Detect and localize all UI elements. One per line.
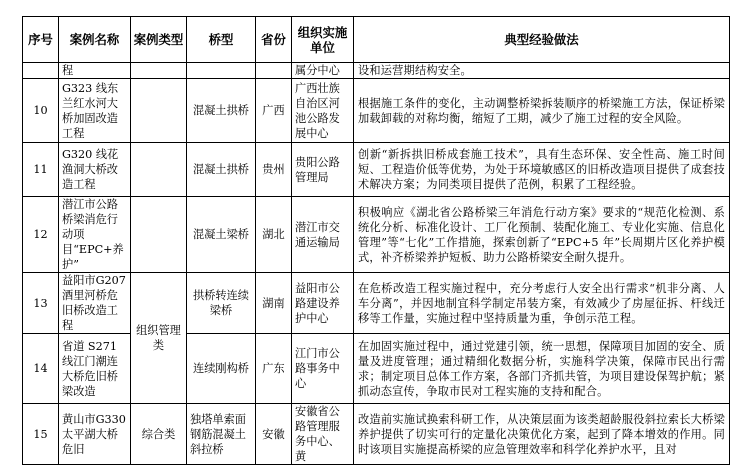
cell-no: 10 [23,79,59,143]
cell-bridge-type: 独塔单索面钢筋混凝土斜拉桥 [187,404,256,465]
table-row [23,63,730,79]
table-row [23,197,730,273]
cell-bridge-type: 混凝土拱桥 [187,79,256,143]
cell-org: 江门市公路事务中心 [292,334,354,404]
table-row [23,273,730,334]
cell-no: 11 [23,143,59,197]
header-province: 省份 [256,17,292,63]
cell-experience: 在加固实施过程中，通过党建引领，统一思想，保障项目加固的安全、质量及进度管理；通过精细化数据分析，实施科学决策，保障市民出行需求；制定项目总体工作方案，各部门齐抓共管，为项目建设保驾护航；紧抓动态宣传，争取市民对工程实施的支持和配合。 [354,334,730,404]
cell-province [256,63,292,79]
cell-case-type [131,79,187,143]
cell-org: 广西壮族自治区河池公路发展中心 [292,79,354,143]
cell-org: 益阳市公路建设养护中心 [292,273,354,334]
cell-province: 广东 [256,334,292,404]
cell-bridge-type: 连续刚构桥 [187,334,256,404]
header-bridge-type: 桥型 [187,17,256,63]
cell-experience: 在危桥改造工程实施过程中，充分考虑行人安全出行需求“机非分离、人车分离”，并因地制宜科学制定吊装方案，有效减少了房屋征拆、杆线迁移等工作量，实施过程中坚持质量为重，争创示范工程。 [354,273,730,334]
cell-org: 安徽省公路管理服务中心、黄 [292,404,354,465]
cell-province: 安徽 [256,404,292,465]
cell-province: 广西 [256,79,292,143]
cell-case-name: G323 线东兰红水河大桥加固改造工程 [59,79,131,143]
cell-case-name: 益阳市G207 酒里河桥危旧桥改造工程 [59,273,131,334]
cell-experience: 创新“新拆拱旧桥成套施工技术”，具有生态环保、安全性高、施工时间短、工程造价低等优势，为处于环境敏感区的旧桥改造项目提供了成套技术解决方案；为同类项目提供了范例，积累了工程经验。 [354,143,730,197]
cell-case-type [131,63,187,79]
cell-org: 属分中心 [292,63,354,79]
cell-province: 湖南 [256,273,292,334]
header-case-name: 案例名称 [59,17,131,63]
cell-bridge-type: 混凝土拱桥 [187,143,256,197]
table-row [23,404,730,465]
cell-case-name: 省道 S271 线江门潮连大桥危旧桥梁改造 [59,334,131,404]
header-no: 序号 [23,17,59,63]
cell-case-type [131,197,187,273]
cell-no: 14 [23,334,59,404]
header-experience: 典型经验做法 [354,17,730,63]
cell-no: 13 [23,273,59,334]
cell-case-name: 程 [59,63,131,79]
cell-org: 贵阳公路管理局 [292,143,354,197]
document-page [22,16,729,463]
cell-experience: 根据施工条件的变化，主动调整桥梁拆装顺序的桥梁施工方法，保证桥梁加载卸载的对称均衡，缩短了工期，减少了施工过程的安全风险。 [354,79,730,143]
cell-experience: 改造前实施试换索科研工作，从决策层面为该类超龄服役斜拉索长大桥梁养护提供了切实可行的定量化决策优化方案，起到了降本增效的作用。同时该项目实施提高桥梁的应急管理效率和科学化养护水平，且对 [354,404,730,465]
cell-case-name: 潜江市公路桥梁消危行动项目“EPC+养护” [59,197,131,273]
cell-province: 贵州 [256,143,292,197]
header-org: 组织实施单位 [292,17,354,63]
cell-case-type-merged: 组织管理类 [131,273,187,404]
cell-bridge-type [187,63,256,79]
cell-bridge-type: 混凝土梁桥 [187,197,256,273]
cell-case-name: 黄山市G330 太平湖大桥危旧 [59,404,131,465]
cell-no: 12 [23,197,59,273]
table-row [23,334,730,404]
cell-experience: 积极响应《湖北省公路桥梁三年消危行动方案》要求的“规范化检测、系统化分析、标准化设计、工厂化预制、装配化施工、专业化实施、信息化管理”等“七化”工作措施，探索创新了“EPC+5 年”长周期片区化养护模式，补齐桥梁养护短板、助力公路桥梁安全耐久提升。 [354,197,730,273]
cell-experience: 设和运营期结构安全。 [354,63,730,79]
table-row [23,143,730,197]
cell-no: 15 [23,404,59,465]
cell-case-name: G320 线花渔洞大桥改造工程 [59,143,131,197]
case-table [22,16,730,465]
cell-no [23,63,59,79]
cell-province: 湖北 [256,197,292,273]
cell-case-type: 综合类 [131,404,187,465]
header-case-type: 案例类型 [131,17,187,63]
cell-org: 潜江市交通运输局 [292,197,354,273]
cell-case-type [131,143,187,197]
table-row [23,79,730,143]
header-row [23,17,730,63]
cell-bridge-type: 拱桥转连续梁桥 [187,273,256,334]
